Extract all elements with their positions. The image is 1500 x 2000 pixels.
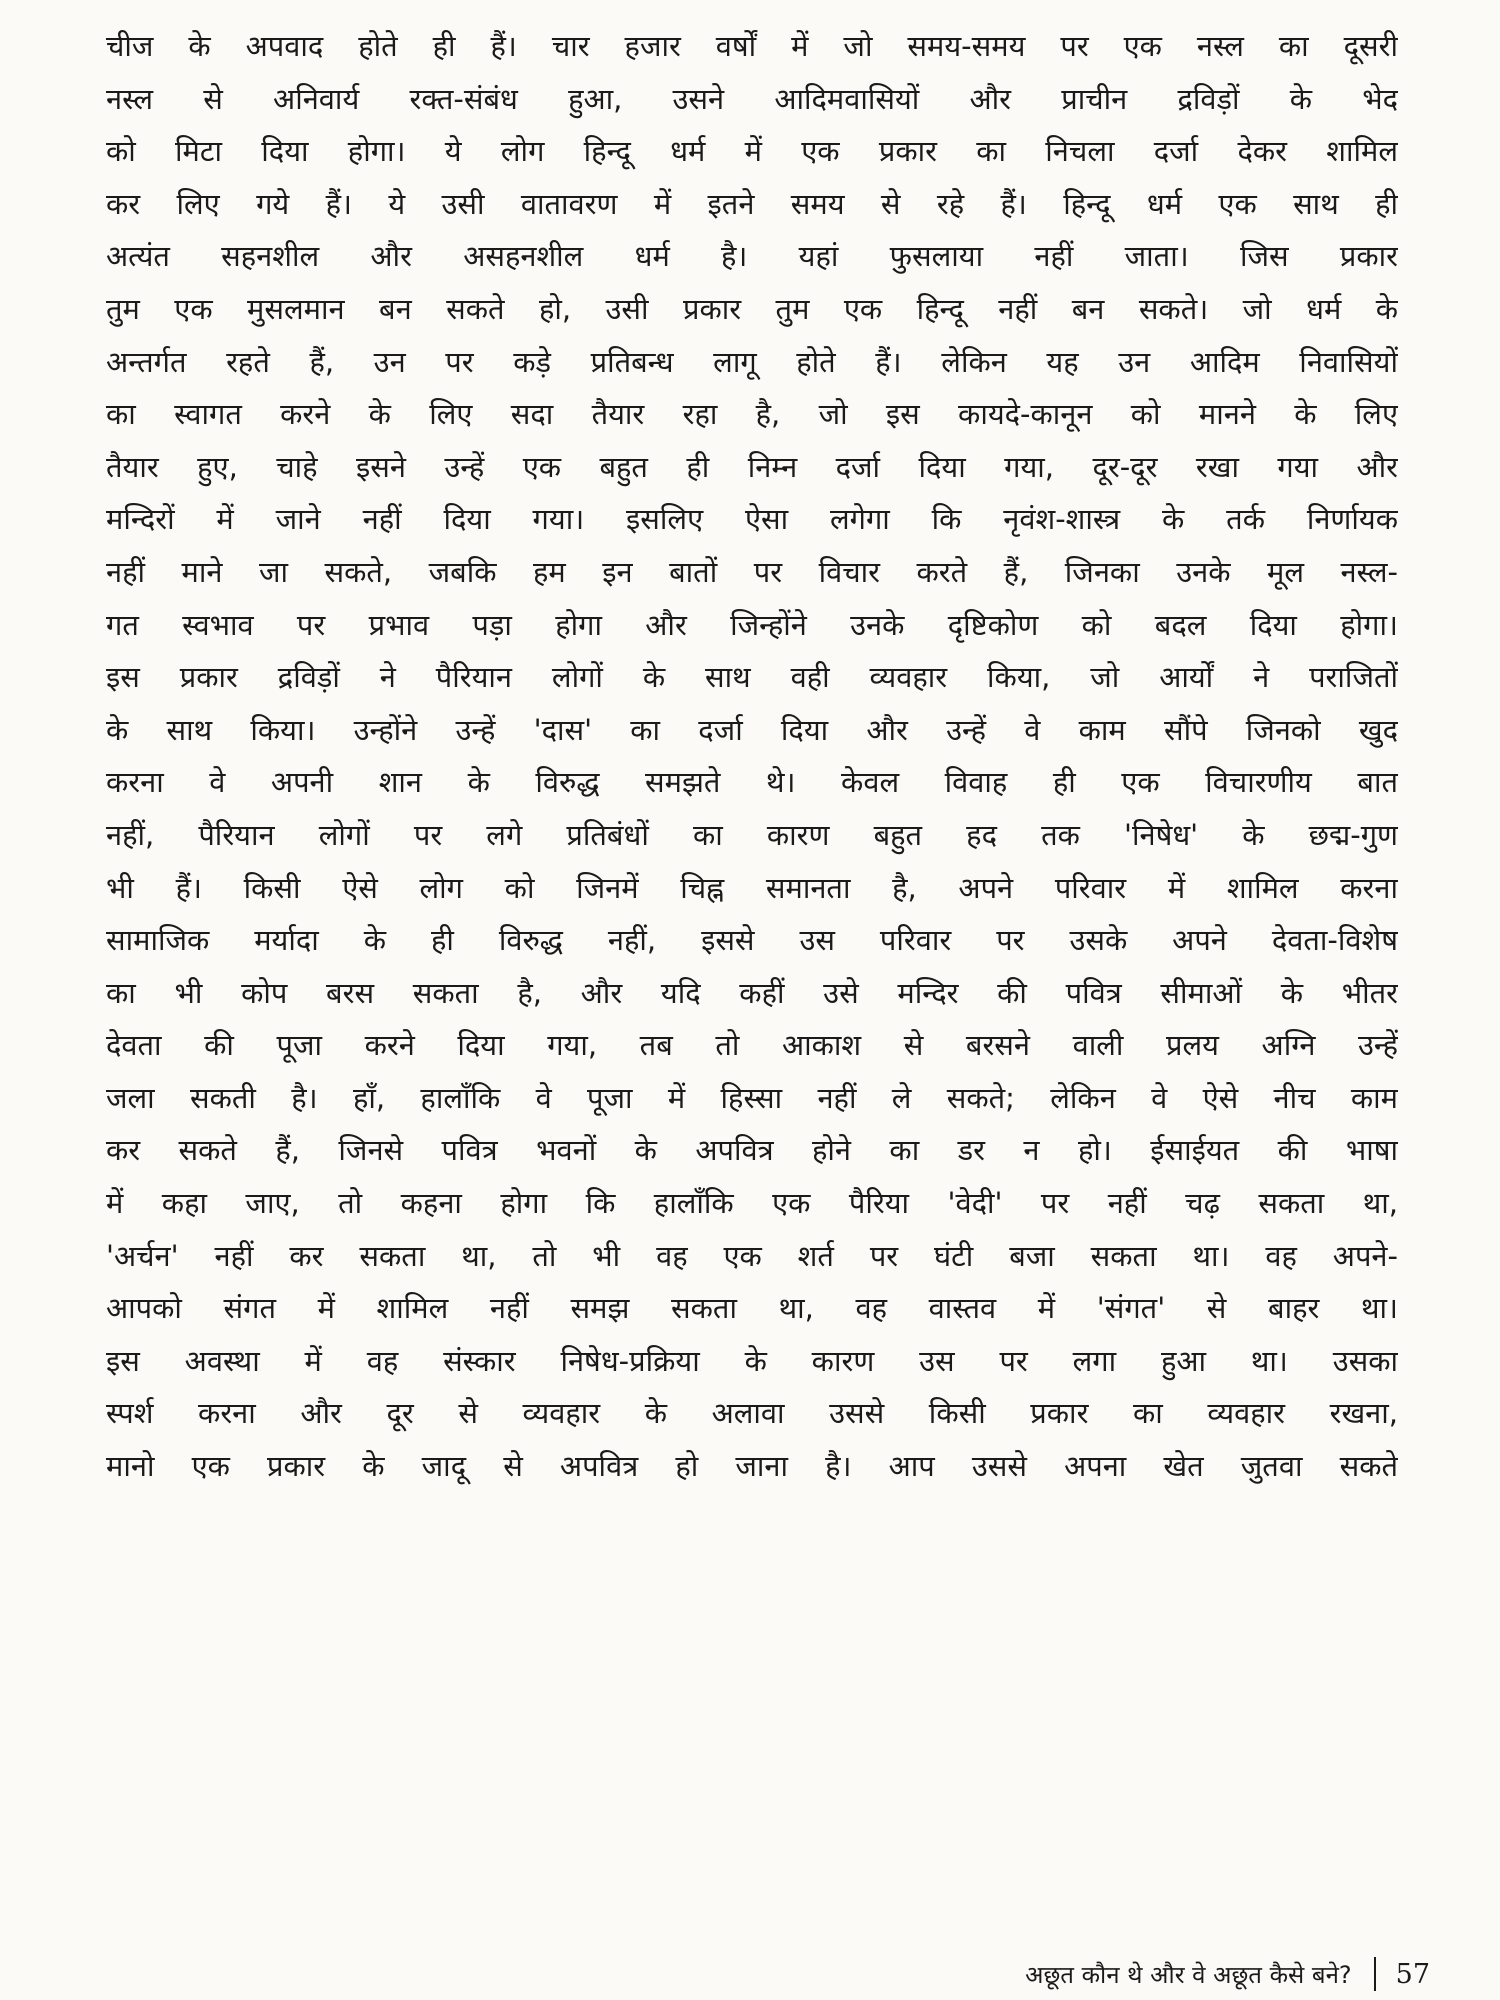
- text-line: मानो एक प्रकार के जादू से अपवित्र हो जाना है। आप उससे अपना खेत जुतवा सकते: [106, 1449, 1398, 1484]
- text-line: तैयार हुए, चाहे इसने उन्हें एक बहुत ही निम्न दर्जा दिया गया, दूर-दूर रखा गया और: [106, 449, 1398, 484]
- text-line: इस प्रकार द्रविड़ों ने पैरियान लोगों के साथ वही व्यवहार किया, जो आर्यों ने पराजितों: [106, 660, 1398, 695]
- text-line: को मिटा दिया होगा। ये लोग हिन्दू धर्म में एक प्रकार का निचला दर्जा देकर शामिल: [106, 134, 1398, 169]
- page-footer: [1025, 1954, 1430, 1994]
- text-line: 'अर्चन' नहीं कर सकता था, तो भी वह एक शर्त पर घंटी बजा सकता था। वह अपने-: [106, 1238, 1398, 1273]
- text-line: का भी कोप बरस सकता है, और यदि कहीं उसे मन्दिर की पवित्र सीमाओं के भीतर: [106, 975, 1398, 1010]
- text-line: इस अवस्था में वह संस्कार निषेध-प्रक्रिया के कारण उस पर लगा हुआ था। उसका: [106, 1343, 1398, 1378]
- text-line: करना वे अपनी शान के विरुद्ध समझते थे। केवल विवाह ही एक विचारणीय बात: [106, 765, 1398, 800]
- footer-divider: [1374, 1957, 1376, 1991]
- text-line: कर सकते हैं, जिनसे पवित्र भवनों के अपवित्र होने का डर न हो। ईसाईयत की भाषा: [106, 1133, 1398, 1168]
- text-line: अन्तर्गत रहते हैं, उन पर कड़े प्रतिबन्ध लागू होते हैं। लेकिन यह उन आदिम निवासियों: [106, 344, 1398, 379]
- text-line: तुम एक मुसलमान बन सकते हो, उसी प्रकार तुम एक हिन्दू नहीं बन सकते। जो धर्म के: [106, 291, 1398, 326]
- body-text: [106, 20, 1398, 1493]
- text-line: सामाजिक मर्यादा के ही विरुद्ध नहीं, इससे उस परिवार पर उसके अपने देवता-विशेष: [106, 923, 1398, 958]
- text-line: का स्वागत करने के लिए सदा तैयार रहा है, जो इस कायदे-कानून को मानने के लिए: [106, 397, 1398, 432]
- text-line: कर लिए गये हैं। ये उसी वातावरण में इतने समय से रहे हैं। हिन्दू धर्म एक साथ ही: [106, 186, 1398, 221]
- text-line: चीज के अपवाद होते ही हैं। चार हजार वर्षों में जो समय-समय पर एक नस्ल का दूसरी: [106, 29, 1398, 63]
- text-line: अत्यंत सहनशील और असहनशील धर्म है। यहां फुसलाया नहीं जाता। जिस प्रकार: [106, 239, 1398, 274]
- running-title: अछूत कौन थे और वे अछूत कैसे बने?: [1025, 1960, 1352, 1989]
- text-line: गत स्वभाव पर प्रभाव पड़ा होगा और जिन्होंने उनके दृष्टिकोण को बदल दिया होगा।: [106, 607, 1398, 642]
- text-line: में कहा जाए, तो कहना होगा कि हालाँकि एक पैरिया 'वेदी' पर नहीं चढ़ सकता था,: [106, 1186, 1398, 1221]
- text-line: जला सकती है। हाँ, हालाँकि वे पूजा में हिस्सा नहीं ले सकते; लेकिन वे ऐसे नीच काम: [106, 1080, 1398, 1115]
- text-line: के साथ किया। उन्होंने उन्हें 'दास' का दर्जा दिया और उन्हें वे काम सौंपे जिनको खुद: [106, 712, 1398, 747]
- text-line: मन्दिरों में जाने नहीं दिया गया। इसलिए ऐसा लगेगा कि नृवंश-शास्त्र के तर्क निर्णायक: [106, 502, 1398, 537]
- text-line: नहीं माने जा सकते, जबकि हम इन बातों पर विचार करते हैं, जिनका उनके मूल नस्ल-: [106, 554, 1398, 589]
- text-line: आपको संगत में शामिल नहीं समझ सकता था, वह वास्तव में 'संगत' से बाहर था।: [106, 1291, 1398, 1326]
- page-number: 57: [1395, 1958, 1430, 1990]
- text-line: देवता की पूजा करने दिया गया, तब तो आकाश से बरसने वाली प्रलय अग्नि उन्हें: [106, 1028, 1398, 1063]
- text-line: नस्ल से अनिवार्य रक्त-संबंध हुआ, उसने आदिमवासियों और प्राचीन द्रविड़ों के भेद: [106, 81, 1398, 116]
- text-line: नहीं, पैरियान लोगों पर लगे प्रतिबंधों का कारण बहुत हद तक 'निषेध' के छद्म-गुण: [106, 817, 1398, 852]
- text-line: स्पर्श करना और दूर से व्यवहार के अलावा उससे किसी प्रकार का व्यवहार रखना,: [106, 1396, 1398, 1431]
- text-line: भी हैं। किसी ऐसे लोग को जिनमें चिह्न समानता है, अपने परिवार में शामिल करना: [106, 870, 1398, 905]
